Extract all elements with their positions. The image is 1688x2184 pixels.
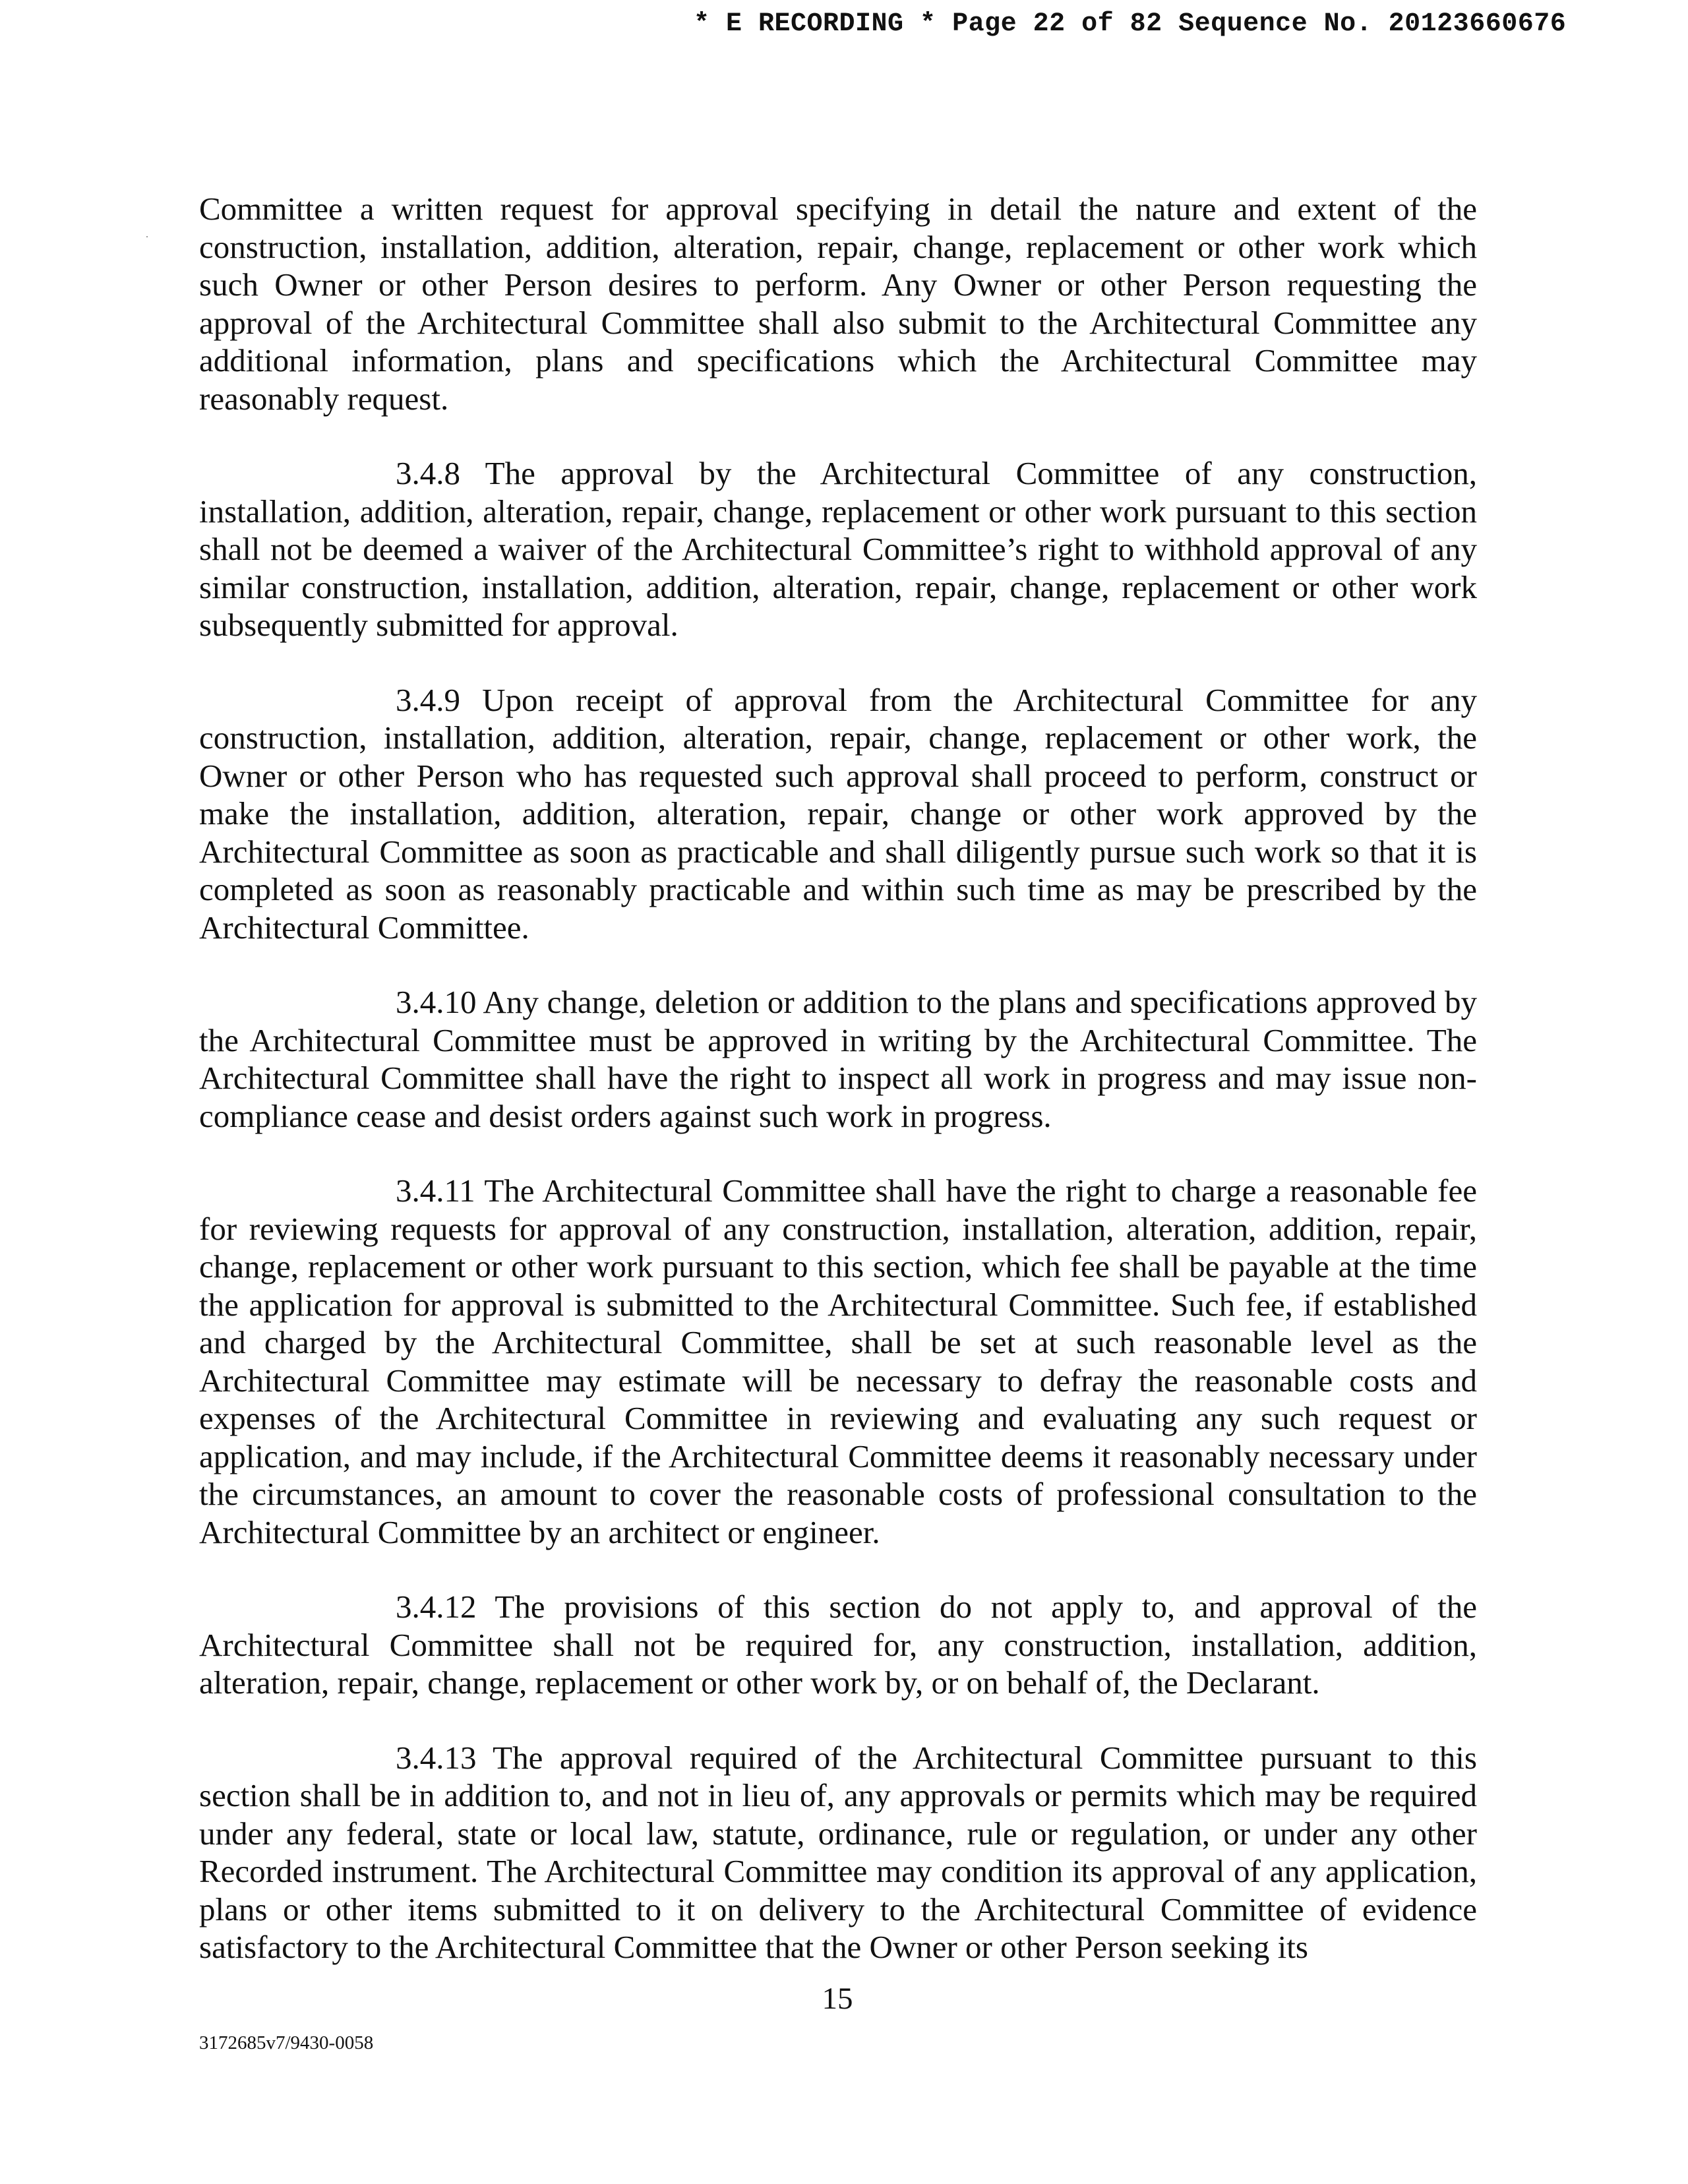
- recording-stamp-header: * E RECORDING * Page 22 of 82 Sequence No. 20123660676: [694, 9, 1567, 39]
- margin-speck: [146, 236, 148, 237]
- paragraph-3-4-11: 3.4.11 The Architectural Committee shall have the right to charge a reasonable fee for reviewing requests for approval of any construction, installation, alteration, addition, repair, change, replacement or other work pursuant to this section, which fee shall be payable at the time the application for approval is submitted to the Architectural Committee. Such fee, if established and charged by the Architectural Committee, shall be set at such reasonable level as the Architectural Committee may estimate will be necessary to defray the reasonable costs and expenses of the Architectural Committee in reviewing and evaluating any such request or application, and may include, if the Architectural Committee deems it reasonably necessary under the circumstances, an amount to cover the reasonable costs of professional consultation to the Architectural Committee by an architect or engineer.: [199, 1172, 1477, 1550]
- paragraph-3-4-12: 3.4.12 The provisions of this section do not apply to, and approval of the Architectural Committee shall not be required for, any construction, installation, addition, alteration, repair, change, replacement or other work by, or on behalf of, the Declarant.: [199, 1589, 1477, 1701]
- document-body: [199, 190, 1477, 1966]
- paragraph-continuation: Committee a written request for approval specifying in detail the nature and extent of the construction, installation, addition, alteration, repair, change, replacement or other work which such Owner or other Person desires to perform. Any Owner or other Person requesting the approval of the Architectural Committee shall also submit to the Architectural Committee any additional information, plans and specifications which the Architectural Committee may reasonably request.: [199, 191, 1477, 417]
- paragraph-3-4-13: 3.4.13 The approval required of the Architectural Committee pursuant to this section shall be in addition to, and not in lieu of, any approvals or permits which may be required under any federal, state or local law, statute, ordinance, rule or regulation, or under any other Recorded instrument. The Architectural Committee may condition its approval of any application, plans or other items submitted to it on delivery to the Architectural Committee of evidence satisfactory to the Architectural Committee that the Owner or other Person seeking its: [199, 1739, 1477, 1965]
- paragraph-3-4-8: 3.4.8 The approval by the Architectural Committee of any construction, installation, addition, alteration, repair, change, replacement or other work pursuant to this section shall not be deemed a waiver of the Architectural Committee’s right to withhold approval of any similar construction, installation, addition, alteration, repair, change, replacement or other work subsequently submitted for approval.: [199, 455, 1477, 643]
- paragraph-3-4-10: 3.4.10 Any change, deletion or addition to the plans and specifications approved by the Architectural Committee must be approved in writing by the Architectural Committee. The Architectural Committee shall have the right to inspect all work in progress and may issue non-compliance cease and desist orders against such work in progress.: [199, 984, 1477, 1134]
- document-id: 3172685v7/9430-0058: [199, 2032, 374, 2053]
- page-number: 15: [822, 1982, 853, 2016]
- paragraph-3-4-9: 3.4.9 Upon receipt of approval from the Architectural Committee for any construction, installation, addition, alteration, repair, change, replacement or other work, the Owner or other Person who has requested such approval shall proceed to perform, construct or make the installation, addition, alteration, repair, change or other work approved by the Architectural Committee as soon as practicable and shall diligently pursue such work so that it is completed as soon as reasonably practicable and within such time as may be prescribed by the Architectural Committee.: [199, 681, 1477, 946]
